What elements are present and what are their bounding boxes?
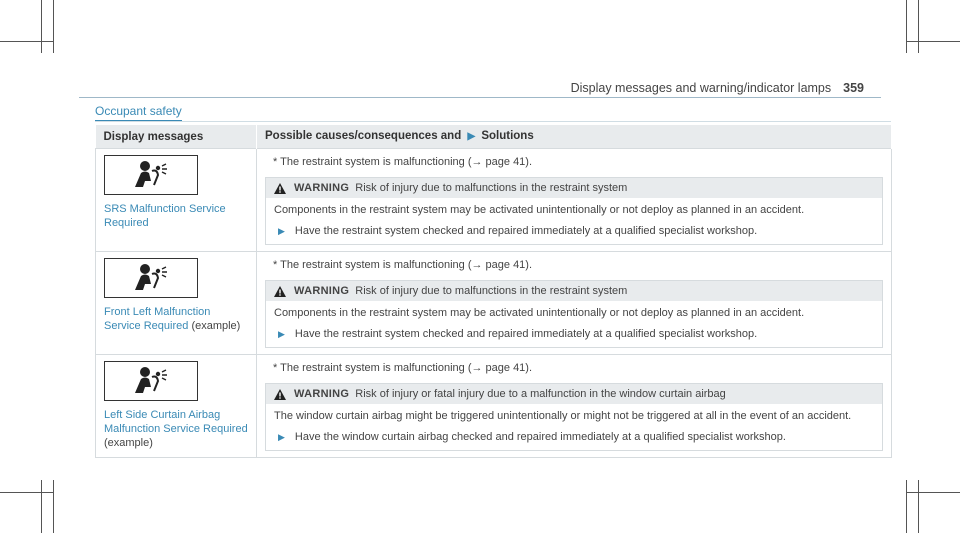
warning-body bbox=[266, 301, 882, 347]
warning-text: Components in the restraint system may be activated unintentionally or not deploy as planned in an accident. bbox=[274, 204, 805, 216]
message-suffix: (example) bbox=[104, 437, 153, 449]
message-cell bbox=[96, 355, 257, 458]
action-step bbox=[274, 224, 874, 238]
step-text: Have the restraint system checked and repaired immediately at a qualified specialist workshop. bbox=[294, 328, 758, 340]
section-title: Occupant safety bbox=[95, 104, 182, 122]
crop-mark bbox=[0, 492, 53, 493]
message-cell bbox=[96, 149, 257, 252]
warning-box bbox=[265, 383, 883, 451]
cause-cell bbox=[257, 252, 892, 355]
table-row bbox=[96, 252, 892, 355]
display-messages-table bbox=[95, 125, 892, 458]
cause-text: * The restraint system is malfunctioning (→ page 41). bbox=[273, 362, 533, 374]
message-label: Front Left Malfunction Service Required bbox=[104, 306, 211, 332]
warning-title: Risk of injury due to malfunctions in the restraint system bbox=[355, 182, 628, 194]
warning-box bbox=[265, 177, 883, 245]
message-label: SRS Malfunction Service Required bbox=[104, 203, 226, 229]
crop-mark bbox=[918, 480, 919, 533]
crop-mark bbox=[41, 480, 42, 533]
warning-header bbox=[266, 281, 882, 301]
step-text: Have the restraint system checked and repaired immediately at a qualified specialist workshop. bbox=[294, 225, 758, 237]
solution-arrow-icon: ▶ bbox=[467, 131, 476, 142]
crop-mark bbox=[41, 0, 42, 53]
cause-text: * The restraint system is malfunctioning (→ page 41). bbox=[273, 156, 533, 168]
message-suffix: (example) bbox=[191, 320, 241, 332]
table-header-row bbox=[96, 125, 892, 149]
warning-body bbox=[266, 198, 882, 244]
crop-mark bbox=[906, 0, 907, 53]
warning-title: Risk of injury or fatal injury due to a malfunction in the window curtain airbag bbox=[355, 388, 726, 400]
warning-text: The window curtain airbag might be triggered unintentionally or might not be triggered at all in the event of an accident. bbox=[274, 410, 852, 422]
action-step bbox=[274, 430, 874, 444]
message-label: Left Side Curtain Airbag Malfunction Service Required bbox=[104, 409, 248, 435]
step-arrow-icon: ▶ bbox=[278, 226, 285, 236]
warning-header bbox=[266, 178, 882, 198]
warning-body bbox=[266, 404, 882, 450]
step-arrow-icon: ▶ bbox=[278, 329, 285, 339]
step-arrow-icon: ▶ bbox=[278, 432, 285, 442]
warning-label: WARNING bbox=[294, 285, 350, 297]
warning-text: Components in the restraint system may be activated unintentionally or not deploy as planned in an accident. bbox=[274, 307, 805, 319]
airbag-warning-icon bbox=[104, 361, 198, 401]
crop-mark bbox=[907, 41, 960, 42]
crop-mark bbox=[918, 0, 919, 53]
chapter-title: Display messages and warning/indicator lamps bbox=[570, 81, 832, 95]
crop-mark bbox=[906, 480, 907, 533]
col-header-display-messages: Display messages bbox=[96, 125, 257, 149]
section-divider bbox=[95, 121, 891, 122]
warning-triangle-icon bbox=[274, 183, 286, 194]
airbag-warning-icon bbox=[104, 258, 198, 298]
cause-cell bbox=[257, 149, 892, 252]
warning-label: WARNING bbox=[294, 388, 350, 400]
step-text: Have the window curtain airbag checked and repaired immediately at a qualified specialist workshop. bbox=[294, 431, 786, 443]
header-divider bbox=[79, 97, 881, 98]
cause-text: * The restraint system is malfunctioning (→ page 41). bbox=[273, 259, 533, 271]
table-row bbox=[96, 149, 892, 252]
page-header bbox=[571, 81, 864, 95]
warning-triangle-icon bbox=[274, 286, 286, 297]
warning-title: Risk of injury due to malfunctions in the restraint system bbox=[355, 285, 628, 297]
page-number: 359 bbox=[843, 81, 864, 95]
crop-mark bbox=[907, 492, 960, 493]
col-header-causes-solutions: Possible causes/consequences and ▶ Solutions bbox=[257, 125, 892, 149]
crop-mark bbox=[53, 0, 54, 53]
table-row bbox=[96, 355, 892, 458]
warning-box bbox=[265, 280, 883, 348]
action-step bbox=[274, 327, 874, 341]
cause-cell bbox=[257, 355, 892, 458]
warning-header bbox=[266, 384, 882, 404]
message-cell bbox=[96, 252, 257, 355]
crop-mark bbox=[0, 41, 53, 42]
warning-label: WARNING bbox=[294, 182, 350, 194]
airbag-warning-icon bbox=[104, 155, 198, 195]
crop-mark bbox=[53, 480, 54, 533]
warning-triangle-icon bbox=[274, 389, 286, 400]
